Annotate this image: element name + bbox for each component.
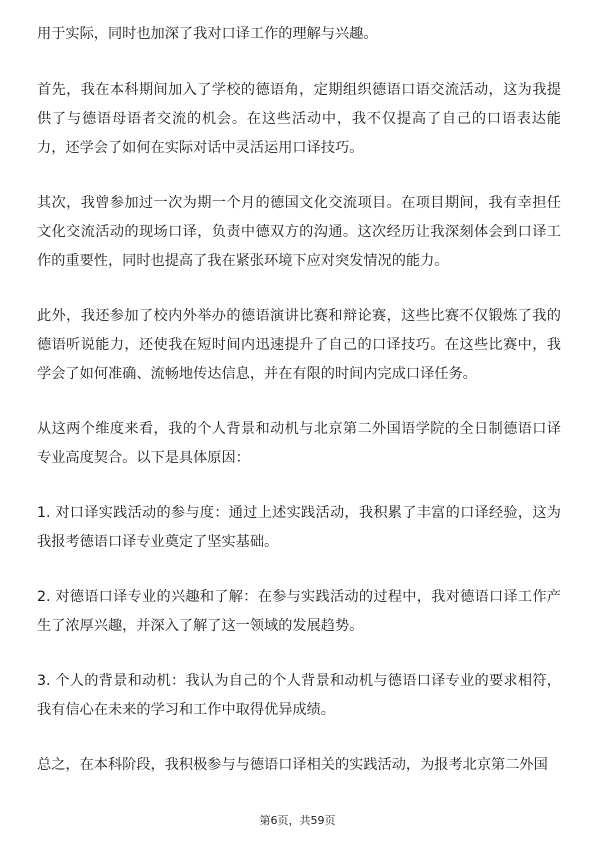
paragraph: 用于实际，同时也加深了我对口译工作的理解与兴趣。 (37, 26, 378, 42)
paragraph: 总之，在本科阶段，我积极参与与德语口译相关的实践活动，为报考北京第二外国 (37, 757, 548, 773)
paragraph: 其次，我曾参加过一次为期一个月的德国文化交流项目。在项目期间，我有幸担任文化交流活动的现场口译，负责中德双方的沟通。这次经历让我深刻体会到口译工作的重要性，同时也提高了我在紧张环境下应对突发情况的能力。 (37, 195, 561, 269)
paragraph: 此外，我还参加了校内外举办的德语演讲比赛和辩论赛，这些比赛不仅锻炼了我的德语听说能力，还使我在短时间内迅速提升了自己的口译技巧。在这些比赛中，我学会了如何准确、流畅地传达信息，并在有限的时间内完成口译任务。 (37, 308, 561, 382)
paragraph: 从这两个维度来看，我的个人背景和动机与北京第二外国语学院的全日制德语口译专业高度契合。以下是具体原因： (37, 421, 561, 466)
page-number: 第6页，共59页 (259, 814, 336, 827)
list-item: 3. 个人的背景和动机：我认为自己的个人背景和动机与德语口译专业的要求相符，我有信心在未来的学习和工作中取得优异成绩。 (37, 673, 561, 718)
list-item: 1. 对口译实践活动的参与度：通过上述实践活动，我积累了丰富的口译经验，这为我报考德语口译专业奠定了坚实基础。 (37, 505, 561, 550)
paragraph: 首先，我在本科期间加入了学校的德语角，定期组织德语口语交流活动，这为我提供了与德语母语者交流的机会。在这些活动中，我不仅提高了自己的口语表达能力，还学会了如何在实际对话中灵活运用口译技巧。 (37, 82, 561, 156)
document-body (37, 20, 561, 806)
list-item: 2. 对德语口译专业的兴趣和了解：在参与实践活动的过程中，我对德语口译工作产生了浓厚兴趣，并深入了解了这一领域的发展趋势。 (37, 589, 561, 634)
